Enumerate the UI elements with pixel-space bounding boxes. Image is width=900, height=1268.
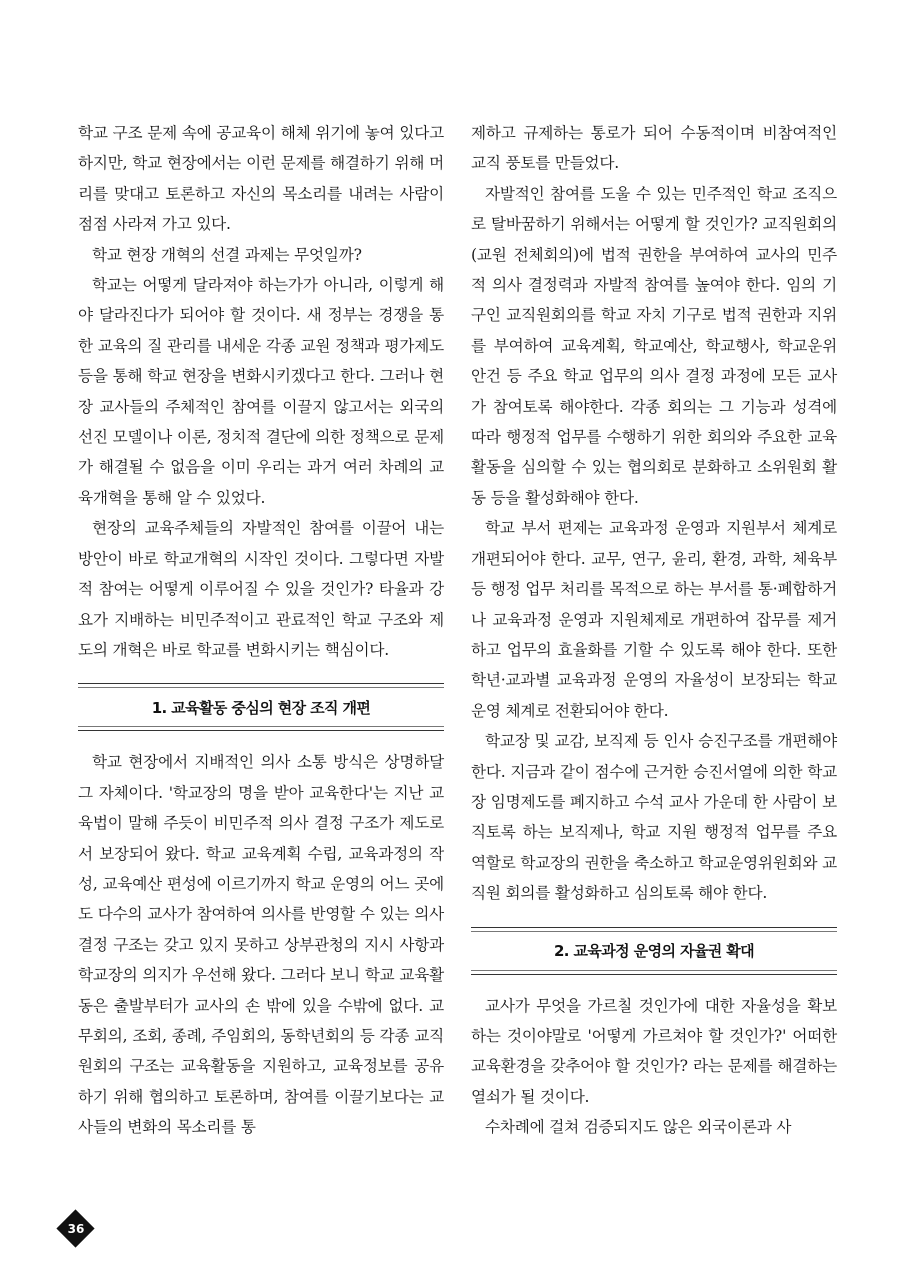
section-heading-2 <box>471 927 837 975</box>
paragraph: 학교 현장에서 지배적인 의사 소통 방식은 상명하달 그 자체이다. '학교장의 명을 받아 교육한다'는 지난 교육법이 말해 주듯이 비민주적 의사 결정 구조가 제도로서 보장되어 왔다. 학교 교육계획 수립, 교육과정의 작성, 교육예산 편성에 이르기까지 학교 운영의 어느 곳에도 다수의 교사가 참여하여 의사를 반영할 수 있는 의사 결정 구조는 갖고 있지 못하고 상부관청의 지시 사항과 학교장의 의지가 우선해 왔다. 그러다 보니 학교 교육활동은 출발부터가 교사의 손 밖에 있을 수밖에 없다. 교무회의, 조회, 종례, 주임회의, 동학년회의 등 각종 교직원회의 구조는 교육활동을 지원하고, 교육정보를 공유하기 위해 협의하고 토론하며, 참여를 이끌기보다는 교사들의 변화의 목소리를 통 <box>78 753 444 1137</box>
paragraph: 학교 현장 개혁의 선결 과제는 무엇일까? <box>92 245 362 264</box>
right-column <box>471 118 837 1143</box>
paragraph: 학교 부서 편제는 교육과정 운영과 지원부서 체계로 개편되어야 한다. 교무, 연구, 윤리, 환경, 과학, 체육부 등 행정 업무 처리를 목적으로 하는 부서를 통·폐합하거나 교육과정 운영과 지원체제로 개편하여 잡무를 제거하고 업무의 효율화를 기할 수 있도록 해야 한다. 또한 학년·교과별 교육과정 운영의 자율성이 보장되는 학교 운영 체계로 전환되어야 한다. <box>471 519 837 720</box>
paragraph: 학교장 및 교감, 보직제 등 인사 승진구조를 개편해야 한다. 지금과 같이 점수에 근거한 승진서열에 의한 학교장 임명제도를 폐지하고 수석 교사 가운데 한 사람이 보직토록 하는 보직제나, 학교 지원 행정적 업무를 주요 역할로 학교장의 권한을 축소하고 학교운영위원회와 교직원 회의를 활성화하고 심의토록 해야 한다. <box>471 732 837 903</box>
paragraph: 수차례에 걸쳐 검증되지도 않은 외국이론과 사 <box>485 1118 792 1137</box>
paragraph: 학교는 어떻게 달라져야 하는가가 아니라, 이렇게 해야 달라진다가 되어야 할 것이다. 새 정부는 경쟁을 통한 교육의 질 관리를 내세운 각종 교원 정책과 평가제도 등을 통해 학교 현장을 변화시키겠다고 한다. 그러나 현장 교사들의 주체적인 참여를 이끌지 않고서는 외국의 선진 모델이나 이론, 정치적 결단에 의한 정책으로 문제가 해결될 수 없음을 이미 우리는 과거 여러 차례의 교육개혁을 통해 알 수 있었다. <box>78 276 444 507</box>
paragraph: 제하고 규제하는 통로가 되어 수동적이며 비참여적인 교직 풍토를 만들었다. <box>471 124 837 173</box>
paragraph: 현장의 교육주체들의 자발적인 참여를 이끌어 내는 방안이 바로 학교개혁의 시작인 것이다. 그렇다면 자발적 참여는 어떻게 이루어질 수 있을 것인가? 타율과 강요가 지배하는 비민주적이고 관료적인 학교 구조와 제도의 개혁은 바로 학교를 변화시키는 핵심이다. <box>78 519 444 659</box>
paragraph: 학교 구조 문제 속에 공교육이 해체 위기에 놓여 있다고 하지만, 학교 현장에서는 이런 문제를 해결하기 위해 머리를 맞대고 토론하고 자신의 목소리를 내려는 사람이 점점 사라져 가고 있다. <box>78 124 444 234</box>
paragraph: 자발적인 참여를 도울 수 있는 민주적인 학교 조직으로 탈바꿈하기 위해서는 어떻게 할 것인가? 교직원회의(교원 전체회의)에 법적 권한을 부여하여 교사의 민주적 의사 결정력과 자발적 참여를 높여야 한다. 임의 기구인 교직원회의를 학교 자치 기구로 법적 권한과 지위를 부여하여 교육계획, 학교예산, 학교행사, 학교운위 안건 등 주요 학교 업무의 의사 결정 과정에 모든 교사가 참여토록 해야한다. 각종 회의는 그 기능과 성격에 따라 행정적 업무를 수행하기 위한 회의와 주요한 교육활동을 심의할 수 있는 협의회로 분화하고 소위원회 활동 등을 활성화해야 한다. <box>471 184 837 507</box>
page-number-badge <box>57 1210 95 1248</box>
section-title: 2. 교육과정 운영의 자율권 확대 <box>553 942 755 961</box>
paragraph: 교사가 무엇을 가르칠 것인가에 대한 자율성을 확보하는 것이야말로 '어떻게 가르쳐야 할 것인가?' 어떠한 교육환경을 갖추어야 할 것인가? 라는 문제를 해결하는 열쇠가 될 것이다. <box>471 996 837 1106</box>
page-number: 36 <box>67 1222 85 1236</box>
left-column <box>78 118 444 1143</box>
section-title: 1. 교육활동 중심의 현장 조직 개편 <box>151 698 371 717</box>
section-heading-1 <box>78 683 444 731</box>
